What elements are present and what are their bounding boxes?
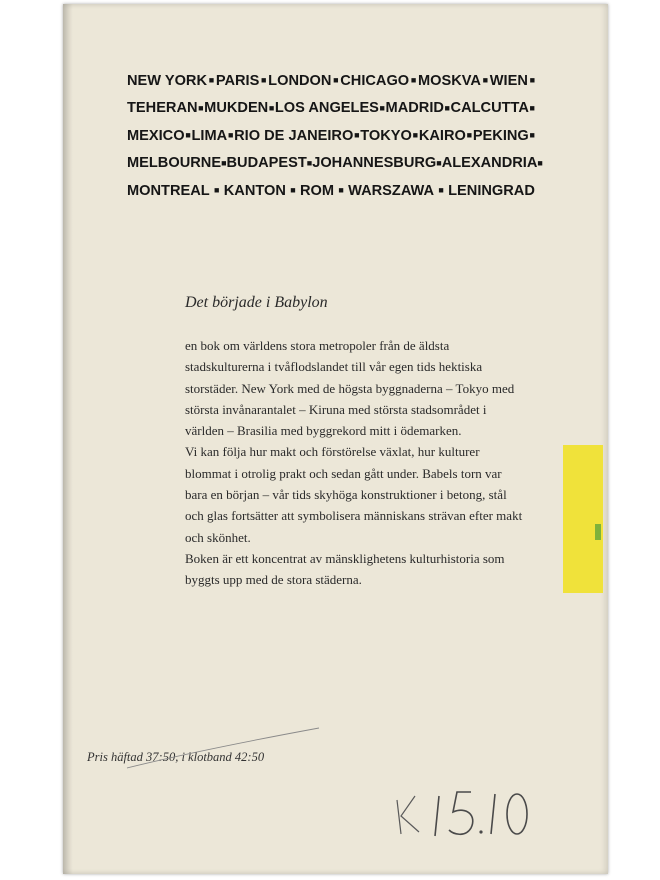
- separator-square: ■: [290, 185, 296, 196]
- city-name: LENINGRAD: [448, 182, 535, 199]
- separator-square: ■: [221, 157, 227, 168]
- city-line: [127, 95, 535, 123]
- city-name: MUKDEN: [204, 100, 269, 117]
- city-line: [127, 177, 535, 205]
- city-name: RIO DE JANEIRO: [234, 127, 354, 144]
- yellow-label-sticker: [563, 445, 603, 593]
- city-name: KANTON: [223, 182, 286, 199]
- city-name: TOKYO: [360, 127, 412, 144]
- city-name: BUDAPEST: [226, 155, 307, 172]
- blurb-paragraph-3: Boken är ett koncentrat av mänsklighetens kulturhistoria som byggts upp med de stora städerna.: [185, 550, 505, 588]
- separator-square: ■: [268, 102, 275, 113]
- city-line: [127, 67, 535, 95]
- separator-square: ■: [482, 75, 489, 86]
- separator-square: ■: [436, 157, 442, 168]
- city-name: NEW YORK: [127, 72, 208, 89]
- separator-square: ■: [185, 130, 191, 141]
- handwritten-note: [391, 782, 541, 842]
- separator-square: ■: [466, 130, 473, 141]
- separator-square: ■: [198, 102, 204, 113]
- price-line: Pris häftad 37:50, i klotband 42:50: [87, 750, 265, 764]
- blurb-paragraph-2: Vi kan följa hur makt och förstörelse växlat, hur kulturer blommat i otrolig prakt och sedan gått under. Babels torn var bara en början – vår tids skyhöga konstruktioner i betong, stål och glas fortsätter att symbolisera människans strävan efter makt och skönhet.: [185, 444, 523, 545]
- city-name: MONTREAL: [127, 182, 210, 199]
- city-name: MOSKVA: [417, 72, 481, 89]
- city-name: CALCUTTA: [450, 100, 529, 117]
- city-name: PARIS: [215, 72, 260, 89]
- separator-square: ■: [338, 185, 344, 196]
- separator-square: ■: [333, 75, 339, 86]
- sticker-green-edge: [595, 524, 601, 540]
- city-line: [127, 150, 543, 178]
- separator-square: ■: [261, 75, 267, 86]
- city-name: PEKING: [472, 127, 529, 144]
- book-back-cover: [63, 4, 608, 874]
- separator-square: ■: [529, 130, 535, 141]
- cover-edge-shadow: [63, 4, 73, 874]
- book-subtitle: Det började i Babylon: [185, 294, 328, 311]
- city-name: LOS ANGELES: [274, 100, 379, 117]
- separator-square: ■: [410, 75, 417, 86]
- city-name: TEHERAN: [127, 100, 198, 117]
- blurb-block: [185, 294, 525, 591]
- separator-square: ■: [444, 102, 450, 113]
- separator-square: ■: [412, 130, 419, 141]
- city-name: WARSZAWA: [348, 182, 435, 199]
- city-name: MELBOURNE: [127, 155, 222, 172]
- city-name: WIEN: [489, 72, 528, 89]
- separator-square: ■: [208, 75, 215, 86]
- separator-square: ■: [214, 185, 220, 196]
- city-name: CHICAGO: [340, 72, 410, 89]
- separator-square: ■: [529, 102, 535, 113]
- separator-square: ■: [379, 102, 385, 113]
- separator-square: ■: [306, 157, 313, 168]
- city-name: ROM: [300, 182, 335, 199]
- city-name: ALEXANDRIA: [441, 155, 538, 172]
- separator-square: ■: [438, 185, 444, 196]
- blurb-paragraph-1: en bok om världens stora metropoler från de äldsta stadskulturerna i tvåflodslandet till vår egen tids hektiska storstäder. New York med de högsta byggnaderna – Tokyo med största invånarantalet – Kiruna med största stadsområdet i världen – Brasilia med byggrekord mitt i ödemarken.: [185, 338, 515, 439]
- city-line: [127, 122, 535, 150]
- city-list: [127, 67, 543, 205]
- city-name: MADRID: [385, 100, 444, 117]
- city-name: LIMA: [191, 127, 228, 144]
- city-name: MEXICO: [127, 127, 185, 144]
- city-name: LONDON: [268, 72, 332, 89]
- separator-square: ■: [537, 157, 543, 168]
- separator-square: ■: [227, 130, 234, 141]
- pencil-strike-mark: [123, 724, 323, 774]
- separator-square: ■: [354, 130, 360, 141]
- city-name: KAIRO: [418, 127, 466, 144]
- city-name: JOHANNESBURG: [312, 155, 437, 172]
- separator-square: ■: [529, 75, 535, 86]
